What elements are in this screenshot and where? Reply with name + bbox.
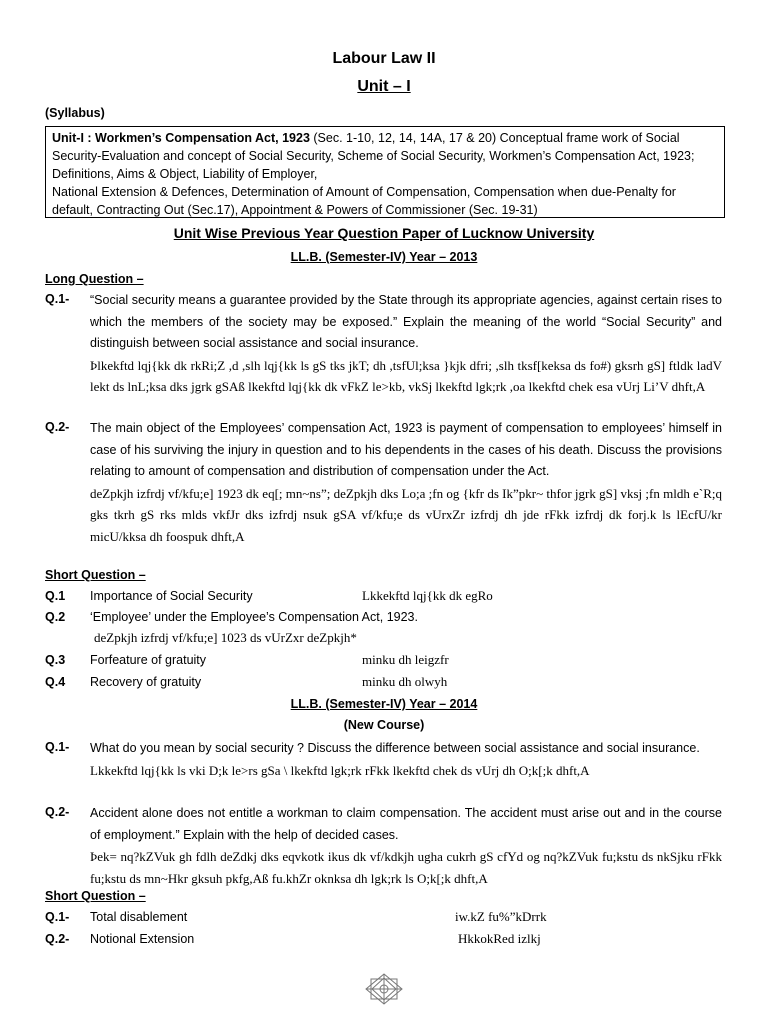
short-question-text: ‘Employee’ under the Employee’s Compensation Act, 1923.	[90, 610, 418, 624]
question-text-hindi: Lkkekftd lqj{kk ls vki D;k le>rs gSa \ lkekftd lgk;rk rFkk lkekftd chek ds vUrj dh O;k[;k dhft,A	[90, 762, 590, 778]
question-number: Q.2-	[45, 420, 70, 434]
short-question-text: Notional Extension	[90, 932, 195, 946]
short-question-number: Q.4	[45, 675, 66, 689]
ornament-logo-icon	[362, 972, 406, 1006]
question-number: Q.2-	[45, 805, 70, 819]
question-text-hindi: deZpkjh izfrdj vf/kfu;e] 1923 dk eq[; mn~ns”; deZpkjh dks Lo;a ;fn og {kfr ds Ik”pkr~ thfor jgrk gS] vksj ;fn mldh e`R;q gks tkrh gS rks mlds vkfJr dks izfrdj nsuk gSA vf/kfu;e ds vUrxZr izfrdj dh jde rFkk izfrdj dk forj.k ls lEcfU/kr micU/kksa dh foospuk dhft,A	[90, 485, 722, 544]
short-question-hindi: Lkkekftd lqj{kk dk egRo	[362, 588, 493, 603]
short-question-label: Short Question –	[45, 889, 146, 903]
unit-heading: Unit – I	[357, 78, 411, 95]
syllabus-text: (Sec. 1-10, 12, 14, 14A, 17 & 20) Conceptual frame work of Social Security-Evaluation and concept of Social Security, Scheme of Social Security, Workmen’s Compensation Act, 1923; Definitions, Aims & Object, Liability of Employer,	[52, 131, 695, 181]
question-text: What do you mean by social security ? Discuss the difference between social assistance and social insurance.	[90, 741, 700, 755]
syllabus-box	[45, 126, 725, 218]
short-question-number: Q.2-	[45, 932, 70, 946]
question-number: Q.1-	[45, 740, 70, 754]
short-question-text: Total disablement	[90, 910, 188, 924]
short-question-number: Q.1	[45, 589, 66, 603]
year-2013-heading: LL.B. (Semester-IV) Year – 2013	[290, 250, 478, 264]
question-2014-2	[90, 803, 722, 889]
short-question-hindi: iw.kZ fu%”kDrrk	[455, 909, 547, 924]
long-question-label: Long Question –	[45, 272, 144, 286]
syllabus-label: (Syllabus)	[45, 106, 105, 120]
unit-wise-heading: Unit Wise Previous Year Question Paper of Lucknow University	[173, 225, 595, 241]
question-text-hindi: Þlkekftd lqj{kk dk rkRi;Z ,d ,slh lqj{kk ls gS tks jkT; dh ,tsfUl;ksa }kjk dfri; ,slh tksf[keksa ds fo#) gksrh gS] ftldk ladV lekt ds lnL;ksa dks jgrk gSAß lkekftd lqj{kk dk vFkZ le>kb, vkSj lkekftd lgk;rk ,oa lkekftd chek esa vUrj Li’V dhft,A	[90, 357, 722, 394]
new-course-label: (New Course)	[343, 718, 425, 732]
question-2013-1	[90, 290, 722, 398]
syllabus-lead: Unit-I : Workmen’s Compensation Act, 1923	[52, 131, 310, 145]
year-2014-heading: LL.B. (Semester-IV) Year – 2014	[290, 697, 478, 711]
question-number: Q.1-	[45, 292, 70, 306]
short-question-text: Importance of Social Security	[90, 589, 253, 603]
question-2014-1	[90, 738, 722, 781]
short-question-number: Q.3	[45, 653, 66, 667]
question-2013-2	[90, 418, 722, 547]
document-title: Labour Law II	[332, 50, 436, 67]
short-question-hindi: minku dh leigzfr	[362, 652, 449, 667]
question-text: “Social security means a guarantee provided by the State through its appropriate agencies, against certain rises to which the members of the society may be exposed.” Explain the meaning of the world “Social Security” and distinguish between social assistance and social insurance.	[90, 293, 722, 350]
short-question-hindi: minku dh olwyh	[362, 674, 448, 689]
short-question-text: Forfeature of gratuity	[90, 653, 207, 667]
short-question-label: Short Question –	[45, 568, 146, 582]
short-question-hindi: HkkokRed izlkj	[458, 931, 541, 946]
short-question-text: Recovery of gratuity	[90, 675, 202, 689]
short-question-hindi: deZpkjh izfrdj vf/kfu;e] 1023 ds vUrZxr deZpkjh*	[94, 630, 357, 645]
short-question-number: Q.2	[45, 610, 66, 624]
short-question-number: Q.1-	[45, 910, 70, 924]
question-text-hindi: Þek= nq?kZVuk gh fdlh deZdkj dks eqvkotk ikus dk vf/kdkjh ugha cukrh gS cfYd og nq?kZVuk fu;kstu ds nkSjku rFkk fu;kstu ds mn~Hkr gksuh pkfg,Aß fu.khZr oknksa dh lgk;rk ls O;k[;k dhft,A	[90, 849, 722, 886]
question-text: Accident alone does not entitle a workman to claim compensation. The accident must arise out and in the course of employment.” Explain with the help of decided cases.	[90, 806, 722, 842]
question-text: The main object of the Employees’ compensation Act, 1923 is payment of compensation to employees’ himself in case of his surviving the injury in question and to his dependents in the cases of his death. Discuss the provisions relating to amount of compensation and distribution of compensation under the Act.	[90, 421, 722, 478]
syllabus-text-2: National Extension & Defences, Determination of Amount of Compensation, Compensation when due-Penalty for default, Contracting Out (Sec.17), Appointment & Powers of Commissioner (Sec. 19-31)	[52, 185, 676, 217]
